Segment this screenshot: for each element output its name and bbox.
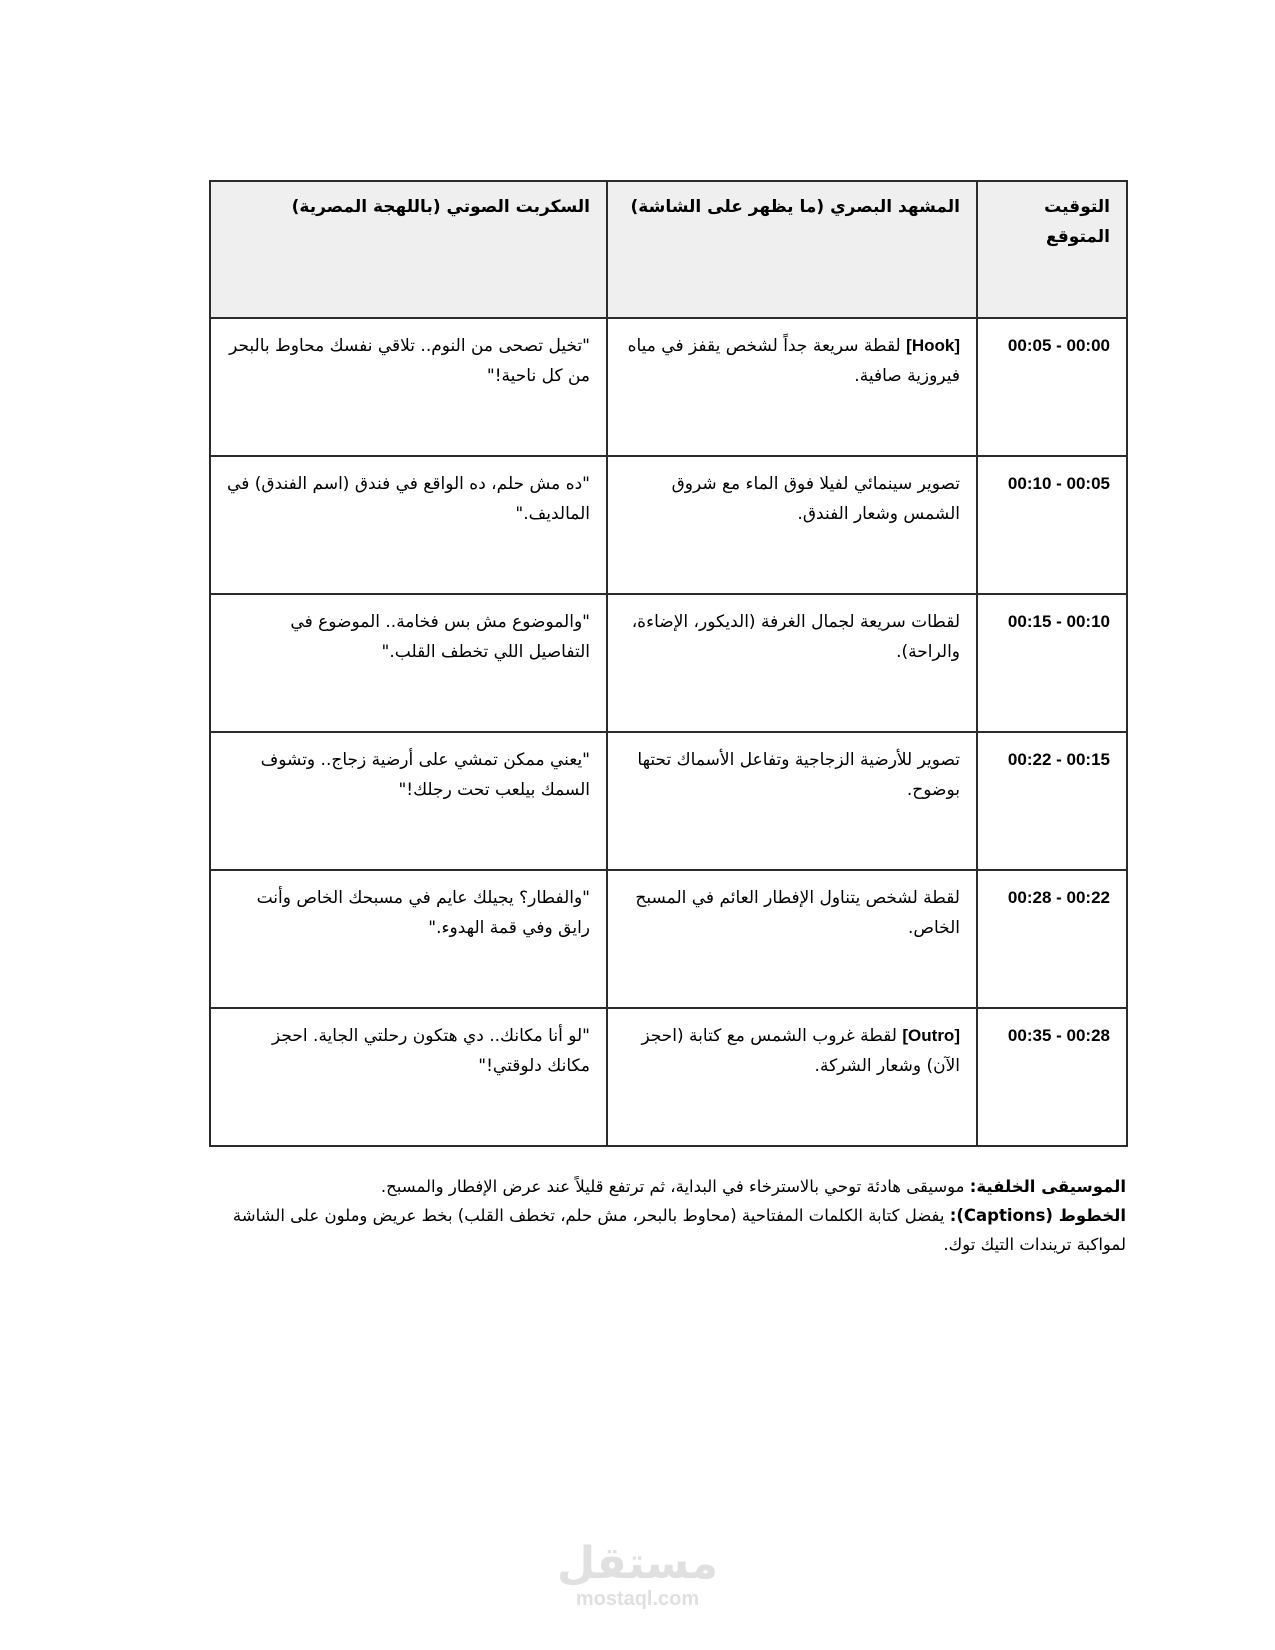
visual-text: لقطة سريعة جداً لشخص يقفز في مياه فيروزية صافية.: [627, 336, 960, 386]
visual-text: تصوير سينمائي لفيلا فوق الماء مع شروق الشمس وشعار الفندق.: [671, 474, 960, 524]
visual-cell: [607, 732, 977, 870]
table-row: [210, 732, 1127, 870]
time-cell: 00:15 - 00:22: [977, 732, 1127, 870]
visual-text: لقطة لشخص يتناول الإفطار العائم في المسبح الخاص.: [635, 888, 960, 938]
visual-text: لقطات سريعة لجمال الغرفة (الديكور، الإضاءة، والراحة).: [631, 612, 960, 662]
audio-cell: "والفطار؟ يجيلك عايم في مسبحك الخاص وأنت رايق وفي قمة الهدوء.": [210, 870, 607, 1008]
production-notes: [180, 1172, 1126, 1259]
captions-note-label: الخطوط (Captions):: [949, 1206, 1126, 1225]
audio-cell: "لو أنا مكانك.. دي هتكون رحلتي الجاية. احجز مكانك دلوقتي!": [210, 1008, 607, 1146]
time-cell: 00:10 - 00:15: [977, 594, 1127, 732]
table-row: [210, 456, 1127, 594]
audio-cell: "تخيل تصحى من النوم.. تلاقي نفسك محاوط بالبحر من كل ناحية!": [210, 318, 607, 456]
time-cell: 00:28 - 00:35: [977, 1008, 1127, 1146]
music-note-label: الموسيقى الخلفية:: [969, 1177, 1126, 1196]
table-row: [210, 870, 1127, 1008]
table-row: [210, 1008, 1127, 1146]
audio-cell: "والموضوع مش بس فخامة.. الموضوع في التفاصيل اللي تخطف القلب.": [210, 594, 607, 732]
visual-cell: [607, 594, 977, 732]
scene-tag: [Outro]: [902, 1026, 960, 1045]
header-audio: السكربت الصوتي (باللهجة المصرية): [210, 181, 607, 318]
audio-cell: "يعني ممكن تمشي على أرضية زجاج.. وتشوف السمك بيلعب تحت رجلك!": [210, 732, 607, 870]
audio-cell: "ده مش حلم، ده الواقع في فندق (اسم الفندق) في المالديف.": [210, 456, 607, 594]
captions-note-text: يفضل كتابة الكلمات المفتاحية (محاوط بالبحر، مش حلم، تخطف القلب) بخط عريض وملون على الشاشة لمواكبة تريندات التيك توك.: [232, 1206, 1126, 1254]
video-script-table: [209, 180, 1128, 1147]
visual-cell: [607, 1008, 977, 1146]
music-note: [180, 1172, 1126, 1201]
visual-text: لقطة غروب الشمس مع كتابة (احجز الآن) وشعار الشركة.: [641, 1026, 960, 1076]
music-note-text: موسيقى هادئة توحي بالاسترخاء في البداية، ثم ترتفع قليلاً عند عرض الإفطار والمسبح.: [380, 1177, 970, 1196]
visual-cell: [607, 870, 977, 1008]
watermark-logo-latin: mostaql.com: [575, 1588, 700, 1610]
header-time: التوقيت المتوقع: [977, 181, 1127, 318]
visual-cell: [607, 318, 977, 456]
table-header-row: [210, 181, 1127, 318]
table-row: [210, 318, 1127, 456]
captions-note: [180, 1201, 1126, 1259]
header-visual: المشهد البصري (ما يظهر على الشاشة): [607, 181, 977, 318]
time-cell: 00:22 - 00:28: [977, 870, 1127, 1008]
scene-tag: [Hook]: [906, 336, 960, 355]
visual-cell: [607, 456, 977, 594]
watermark-logo-arabic: مستقل: [557, 1538, 718, 1589]
time-cell: 00:05 - 00:10: [977, 456, 1127, 594]
mostaql-watermark: [555, 1540, 720, 1610]
visual-text: تصوير للأرضية الزجاجية وتفاعل الأسماك تحتها بوضوح.: [637, 750, 960, 800]
time-cell: 00:00 - 00:05: [977, 318, 1127, 456]
table-row: [210, 594, 1127, 732]
